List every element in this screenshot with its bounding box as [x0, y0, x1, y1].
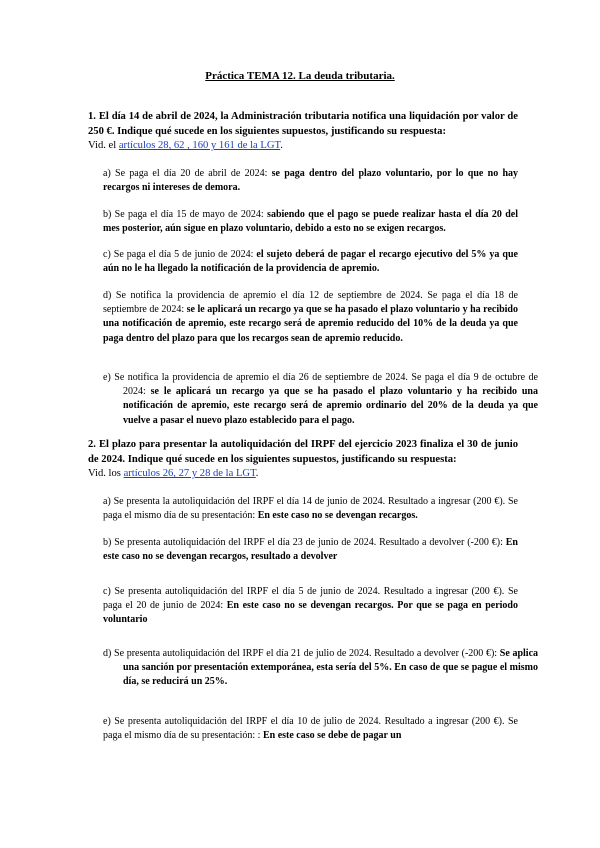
q1-item-b: [103, 208, 518, 236]
q1-item-d: [103, 289, 518, 346]
q1-item-e-answer: se le aplicará un recargo ya que se ha pasado el plazo voluntario y ha recibido una notificación de apremio, este recargo será de apremio ordinario del 20% de la deuda ya que vuelve a pasar el nuevo plazo establecido para el pago.: [123, 386, 538, 426]
q1-item-d-answer: se le aplicará un recargo ya que se ha pasado el plazo voluntario y ha recibido una notificación de apremio, este recargo será de apremio reducido del 10% de la deuda ya que paga dentro del plazo para que los recargos sean de apremio reducido.: [103, 304, 518, 344]
q2-item-e: [103, 715, 518, 743]
question-2: [88, 438, 518, 482]
q1-item-a: [103, 167, 518, 195]
q2-item-d-answer: Se aplica una sanción por presentación extemporánea, esta sería del 5%. En caso de que se pague el mismo día, se reducirá un 25%.: [123, 648, 539, 688]
q2-item-a: [103, 495, 518, 523]
q1-item-c-question: c) Se paga el día 5 de junio de 2024:: [103, 249, 257, 260]
question-2-ref-link[interactable]: artículos 26, 27 y 28 de la LGT: [123, 468, 256, 480]
question-1: [88, 110, 518, 154]
q2-item-c: [103, 585, 518, 628]
question-2-ref-prefix: Vid. los: [88, 468, 124, 480]
question-1-statement: 1. El día 14 de abril de 2024, la Administración tributaria notifica una liquidación por valor de 250 €. Indique qué sucede en los siguientes supuestos, justificando su respuesta:: [88, 111, 518, 137]
q1-item-b-question: b) Se paga el día 15 de mayo de 2024:: [103, 209, 268, 220]
q2-item-b-question: b) Se presenta autoliquidación del IRPF el día 23 de junio de 2024. Resultado a devolver (-200 €):: [103, 537, 506, 548]
q1-item-a-question: a) Se paga el día 20 de abril de 2024:: [103, 168, 272, 179]
page-title: Práctica TEMA 12. La deuda tributaria.: [205, 70, 395, 82]
q1-item-a-answer: se paga dentro del plazo voluntario, por lo que no hay recargos ni intereses de demora.: [103, 168, 519, 194]
q1-item-c: [103, 248, 518, 276]
q2-item-d: [103, 647, 538, 690]
q1-item-e: [103, 371, 538, 428]
q2-item-c-question: c) Se presenta autoliquidación del IRPF el día 5 de junio de 2024. Resultado a ingresar (200 €). Se paga el 20 de junio de 2024:: [103, 586, 518, 612]
q1-item-e-question: e) Se notifica la providencia de apremio el día 26 de septiembre de 2024. Se paga el día 9 de octubre de 2024:: [103, 372, 538, 398]
question-2-statement: 2. El plazo para presentar la autoliquidación del IRPF del ejercicio 2023 finaliza el 30 de junio de 2024. Indique qué sucede en los siguientes supuestos, justificando su respuesta:: [88, 439, 518, 465]
q2-item-a-question: a) Se presenta la autoliquidación del IRPF el día 14 de junio de 2024. Resultado a ingresar (200 €). Se paga el mismo día de su presentación:: [103, 496, 518, 522]
question-1-ref-suffix: .: [280, 140, 283, 152]
q1-item-c-answer: el sujeto deberá de pagar el recargo ejecutivo del 5% ya que aún no le ha llegado la notificación de la providencia de apremio.: [103, 249, 518, 275]
question-1-ref-link[interactable]: artículos 28, 62 , 160 y 161 de la LGT: [118, 140, 281, 152]
question-1-ref-prefix: Vid. el: [88, 140, 119, 152]
q1-item-b-answer: sabiendo que el pago se puede realizar hasta el día 20 del mes posterior, aún sigue en plazo voluntario, debido a esto no se exigen recargos.: [103, 209, 519, 235]
q2-item-c-answer: En este caso no se devengan recargos. Por que se paga en periodo voluntario: [103, 600, 518, 626]
q2-item-b-answer: En este caso no se devengan recargos, resultado a devolver: [103, 537, 518, 563]
q2-item-d-question: d) Se presenta autoliquidación del IRPF el día 21 de julio de 2024. Resultado a devolver (-200 €):: [103, 648, 500, 659]
q1-item-d-question: d) Se notifica la providencia de apremio el día 12 de septiembre de 2024. Se paga el día 18 de septiembre de 2024:: [103, 290, 518, 316]
q2-item-a-answer: En este caso no se devengan recargos.: [257, 510, 418, 522]
q2-item-e-answer: En este caso se debe de pagar un: [262, 730, 402, 742]
q2-item-b: [103, 536, 518, 564]
question-2-ref-suffix: .: [255, 468, 259, 480]
q2-item-e-question: e) Se presenta autoliquidación del IRPF el día 10 de julio de 2024. Resultado a ingresar (200 €). Se paga el mismo día de su presentación: :: [103, 716, 518, 742]
